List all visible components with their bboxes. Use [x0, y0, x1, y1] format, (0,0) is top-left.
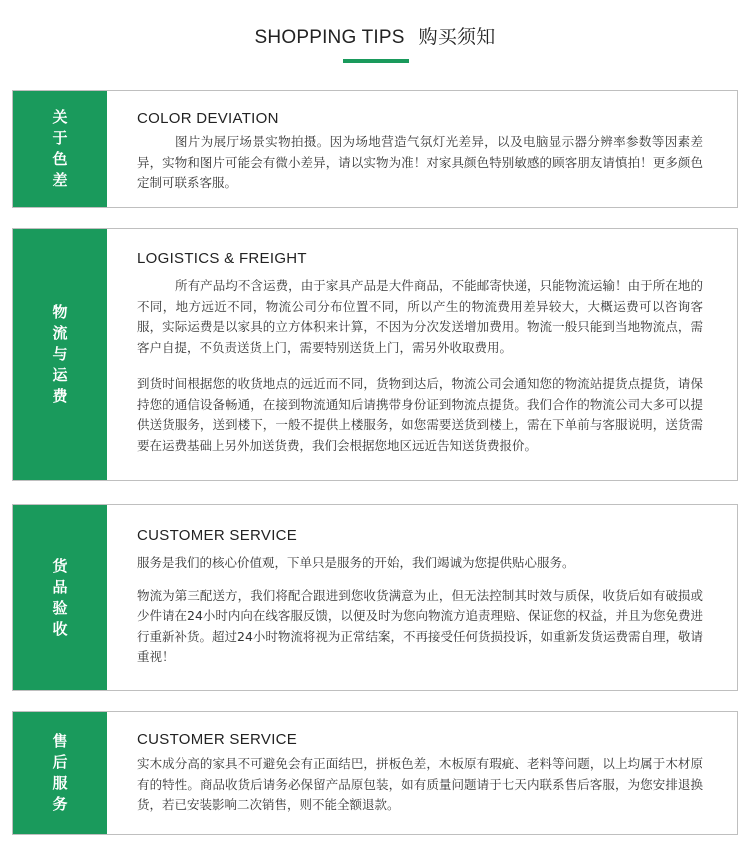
section-paragraph: 物流为第三配送方，我们将配合跟进到您收货满意为止，但无法控制其时效与质保，收货后如有破损或少件请在24小时内向在线客服反馈，以便及时为您向物流方追责理赔、保证您的权益，并且为您免费进行重新补货。超过24小时物流将视为正常结案，不再接受任何货损投诉，如重新发货运费需自理，敬请重视！ [137, 587, 703, 664]
section-paragraph: 实木成分高的家具不可避免会有正面结巴，拼板色差，木板原有瑕疵、老料等问题，以上均属于木材原有的特性。商品收货后请务必保留产品原包装，如有质量问题请于七天内联系售后客服，为您安排退换货，若已安装影响二次销售，则不能全额退款。 [137, 756, 703, 812]
section-label [13, 229, 107, 480]
section-label-text: 物流与运费 [52, 303, 68, 405]
section-heading: CUSTOMER SERVICE [137, 527, 298, 544]
section-paragraph: 服务是我们的核心价值观，下单只是服务的开始，我们竭诚为您提供贴心服务。 [137, 555, 575, 570]
section-inspection [12, 504, 738, 691]
section-paragraph: 到货时间根据您的收货地点的远近而不同，货物到达后，物流公司会通知您的物流站提货点提货，请保持您的通信设备畅通，在接到物流通知后请携带身份证到物流点提货。我们合作的物流公司大多可以提供送货服务，送到楼下，一般不提供上楼服务，如您需要送货到楼上，需在下单前与客服说明，送货需要在运费基础上另外加送货费，我们会根据您地区远近告知送货费报价。 [137, 376, 703, 453]
section-label-text: 关于色差 [52, 108, 68, 189]
section-label [13, 712, 107, 834]
section-body [137, 250, 703, 456]
page-title-zh: 购买须知 [418, 26, 496, 48]
section-after-sales [12, 711, 738, 835]
page-header [0, 22, 750, 49]
section-heading: CUSTOMER SERVICE [137, 731, 298, 748]
section-label-text: 售后服务 [52, 732, 68, 813]
section-label-text: 货品验收 [52, 556, 68, 638]
section-body [137, 527, 703, 668]
section-logistics [12, 228, 738, 481]
section-body [137, 110, 703, 194]
section-heading: LOGISTICS & FREIGHT [137, 250, 307, 267]
page-title-en: SHOPPING TIPS [254, 27, 405, 48]
section-color-deviation [12, 90, 738, 208]
section-paragraph: 所有产品均不含运费，由于家具产品是大件商品，不能邮寄快递，只能物流运输！由于所在地的不同，地方远近不同，物流公司分布位置不同，所以产生的物流费用差异较大，大概运费可以咨询客服，实际运费是以家具的立方体积来计算，不因为分次发送增加费用。物流一般只能到当地物流点，需客户自提，不负责送货上门，需要特别送货上门，需另外收取费用。 [137, 278, 703, 355]
section-label [13, 505, 107, 690]
section-heading: COLOR DEVIATION [137, 110, 279, 127]
section-body [137, 731, 703, 816]
title-underline [343, 59, 409, 63]
page-title [0, 22, 750, 49]
section-paragraph: 图片为展厅场景实物拍摄。因为场地营造气氛灯光差异，以及电脑显示器分辨率参数等因素差异，实物和图片可能会有微小差异，请以实物为准！对家具颜色特别敏感的顾客朋友请慎拍！更多颜色定制可联系客服。 [137, 134, 703, 190]
section-label [13, 91, 107, 207]
